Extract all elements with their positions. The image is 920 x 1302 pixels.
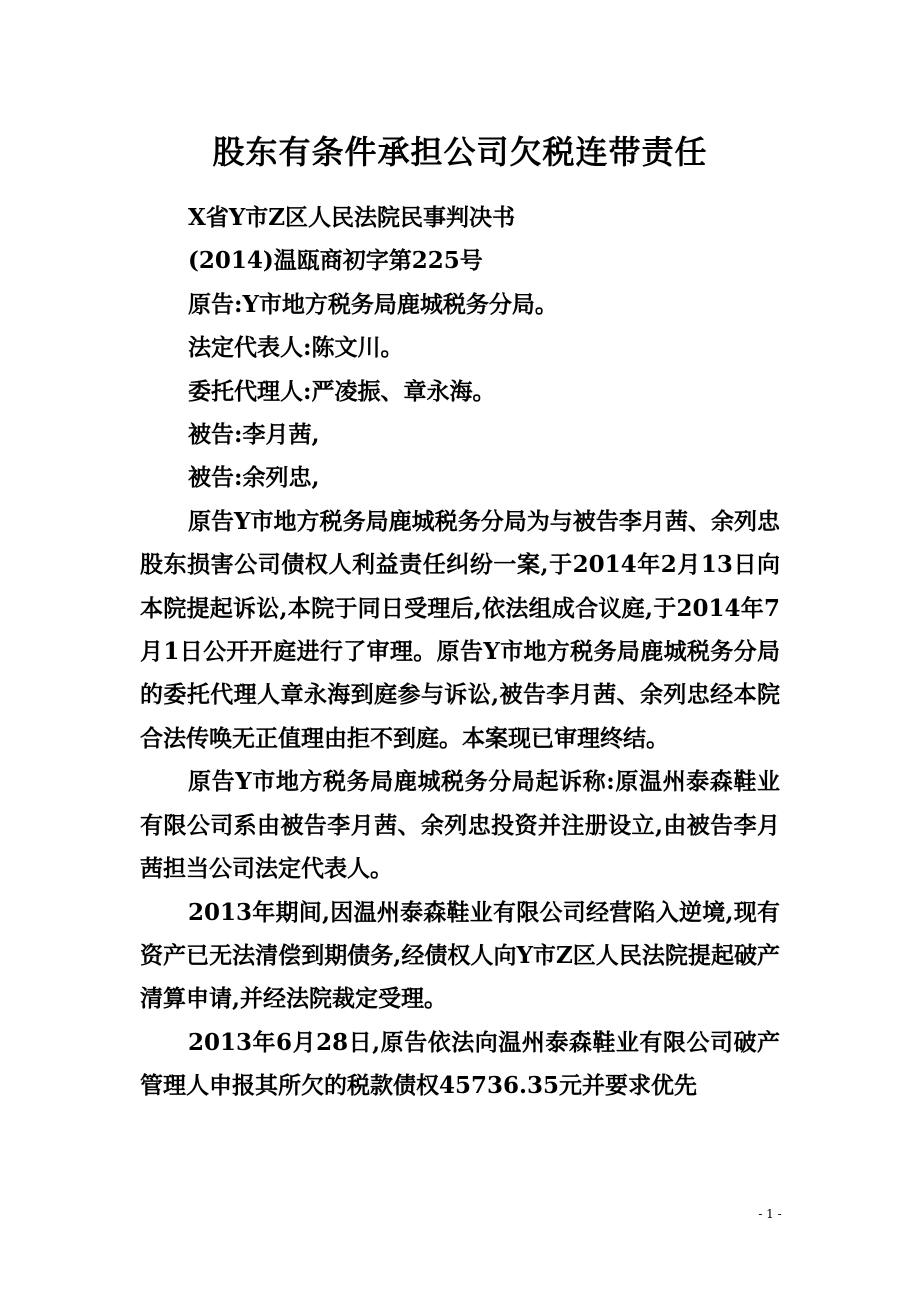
document-title: 股东有条件承担公司欠税连带责任 <box>212 133 708 171</box>
document-body <box>140 196 780 1108</box>
paragraph-case-intro: 原告Y市地方税务局鹿城税务分局为与被告李月茜、余列忠股东损害公司债权人利益责任纠纷一案,于2014年2月13日向本院提起诉讼,本院于同日受理后,依法组成合议庭,于2014年7月1日公开开庭进行了审理。原告Y市地方税务局鹿城税务分局的委托代理人章永海到庭参与诉讼,被告李月茜、余列忠经本院合法传唤无正值理由拒不到庭。本案现已审理终结。 <box>140 507 780 752</box>
paragraph-bankruptcy: 2013年期间,因温州泰森鞋业有限公司经营陷入逆境,现有资产已无法清偿到期债务,经债权人向Y市Z区人民法院提起破产清算申请,并经法院裁定受理。 <box>140 898 780 1013</box>
paragraph-defendant-2: 被告:余列忠, <box>188 464 320 492</box>
paragraph-legal-representative: 法定代表人:陈文川。 <box>188 334 404 362</box>
paragraph-plaintiff: 原告:Y市地方税务局鹿城税务分局。 <box>188 290 558 318</box>
paragraph-agent: 委托代理人:严凌振、章永海。 <box>188 377 496 405</box>
paragraph-tax-claim: 2013年6月28日,原告依法向温州泰森鞋业有限公司破产管理人申报其所欠的税款债权45736.35元并要求优先 <box>140 1028 780 1100</box>
paragraph-case-number: (2014)温瓯商初字第225号 <box>188 247 483 275</box>
paragraph-claim: 原告Y市地方税务局鹿城税务分局起诉称:原温州泰森鞋业有限公司系由被告李月茜、余列忠投资并注册设立,由被告李月茜担当公司法定代表人。 <box>140 768 780 883</box>
paragraph-court-name: X省Y市Z区人民法院民事判决书 <box>188 204 516 231</box>
page-number: - 1 - <box>758 1207 782 1221</box>
paragraph-defendant-1: 被告:李月茜, <box>188 421 320 449</box>
